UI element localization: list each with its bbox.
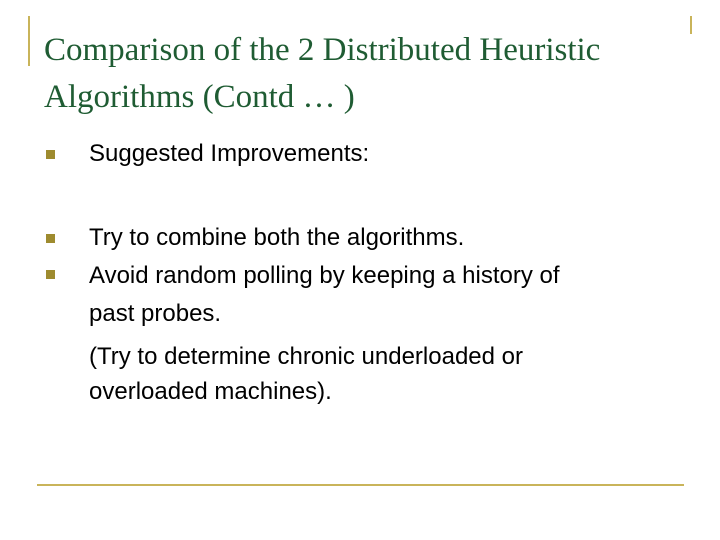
bullet-chronic-machines-note: (Try to determine chronic underloaded or	[89, 343, 523, 370]
bullet-avoid-random-polling-continued: past probes.	[89, 300, 222, 327]
slide-title	[44, 27, 694, 121]
square-bullet-icon	[46, 234, 55, 243]
slide-title-line-2: Algorithms (Contd … )	[44, 79, 355, 115]
bullet-suggested-improvements: Suggested Improvements:	[89, 140, 370, 167]
bullet-chronic-machines-note-continued: overloaded machines).	[89, 378, 332, 405]
title-left-rule	[28, 16, 30, 66]
slide-title-line-1: Comparison of the 2 Distributed Heuristic	[44, 32, 601, 68]
bullet-avoid-random-polling: Avoid random polling by keeping a history of	[89, 262, 560, 289]
bullet-combine-algorithms: Try to combine both the algorithms.	[89, 224, 465, 251]
square-bullet-icon	[46, 150, 55, 159]
bottom-rule	[37, 484, 684, 486]
square-bullet-icon	[46, 270, 55, 279]
